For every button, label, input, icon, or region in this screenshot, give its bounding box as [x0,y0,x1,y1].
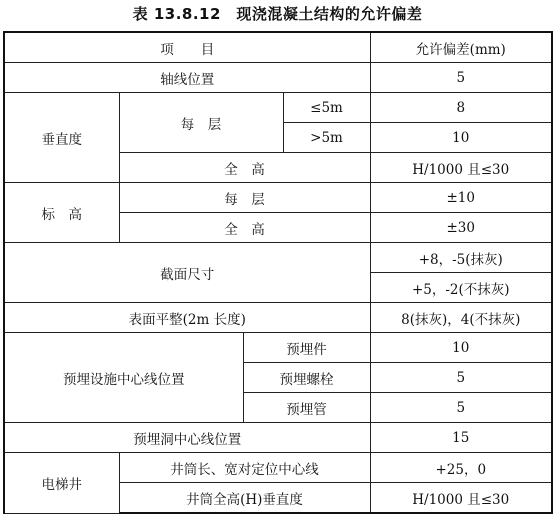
table-row [4,183,552,213]
elevation-full-label: 全 高 [119,213,370,243]
vertical-per-floor: 每 层 [119,93,283,153]
axis-label: 轴线位置 [4,63,370,93]
table-row [4,423,552,453]
table-row [4,243,552,273]
table-header-row [4,32,552,63]
embedded-pipe-value: 5 [370,393,552,423]
table-row [4,333,552,363]
axis-value: 5 [370,63,552,93]
header-item: 项 目 [4,32,370,63]
vertical-le5m-cond: ≤5m [283,93,370,123]
section-label: 截面尺寸 [4,243,370,303]
elevator-position-label: 井筒长、宽对定位中心线 [119,453,370,483]
elevation-per-floor-value: ±10 [370,183,552,213]
elevation-label: 标 高 [4,183,119,243]
embedded-part-value: 10 [370,333,552,363]
embedded-bolt-value: 5 [370,363,552,393]
flatness-value: 8(抹灰)，4(不抹灰) [370,303,552,333]
table-title: 表 13.8.12 现浇混凝土结构的允许偏差 [132,5,423,23]
vertical-full-label: 全 高 [119,153,370,183]
embedded-pipe-label: 预埋管 [243,393,370,423]
elevation-full-value: ±30 [370,213,552,243]
embedded-part-label: 预埋件 [243,333,370,363]
header-tolerance: 允许偏差(mm) [370,32,552,63]
elevator-label: 电梯井 [4,453,119,514]
vertical-gt5m-cond: >5m [283,123,370,153]
vertical-gt5m-value: 10 [370,123,552,153]
flatness-label: 表面平整(2m 长度) [4,303,370,333]
embedded-label: 预埋设施中心线位置 [4,333,243,423]
vertical-full-value: H/1000 且≤30 [370,153,552,183]
elevator-plumb-label: 井筒全高(H)垂直度 [119,483,370,514]
hole-label: 预埋洞中心线位置 [4,423,370,453]
elevator-position-value: +25，0 [370,453,552,483]
hole-value: 15 [370,423,552,453]
table-row [4,63,552,93]
vertical-le5m-value: 8 [370,93,552,123]
elevation-per-floor-label: 每 层 [119,183,370,213]
section-no-plaster-value: +5，-2(不抹灰) [370,273,552,303]
table-row [4,93,552,123]
embedded-bolt-label: 预埋螺栓 [243,363,370,393]
table-row [4,303,552,333]
tolerance-table [3,31,553,514]
section-plaster-value: +8，-5(抹灰) [370,243,552,273]
table-row [4,453,552,483]
elevator-plumb-value: H/1000 且≤30 [370,483,552,514]
vertical-label: 垂直度 [4,93,119,183]
